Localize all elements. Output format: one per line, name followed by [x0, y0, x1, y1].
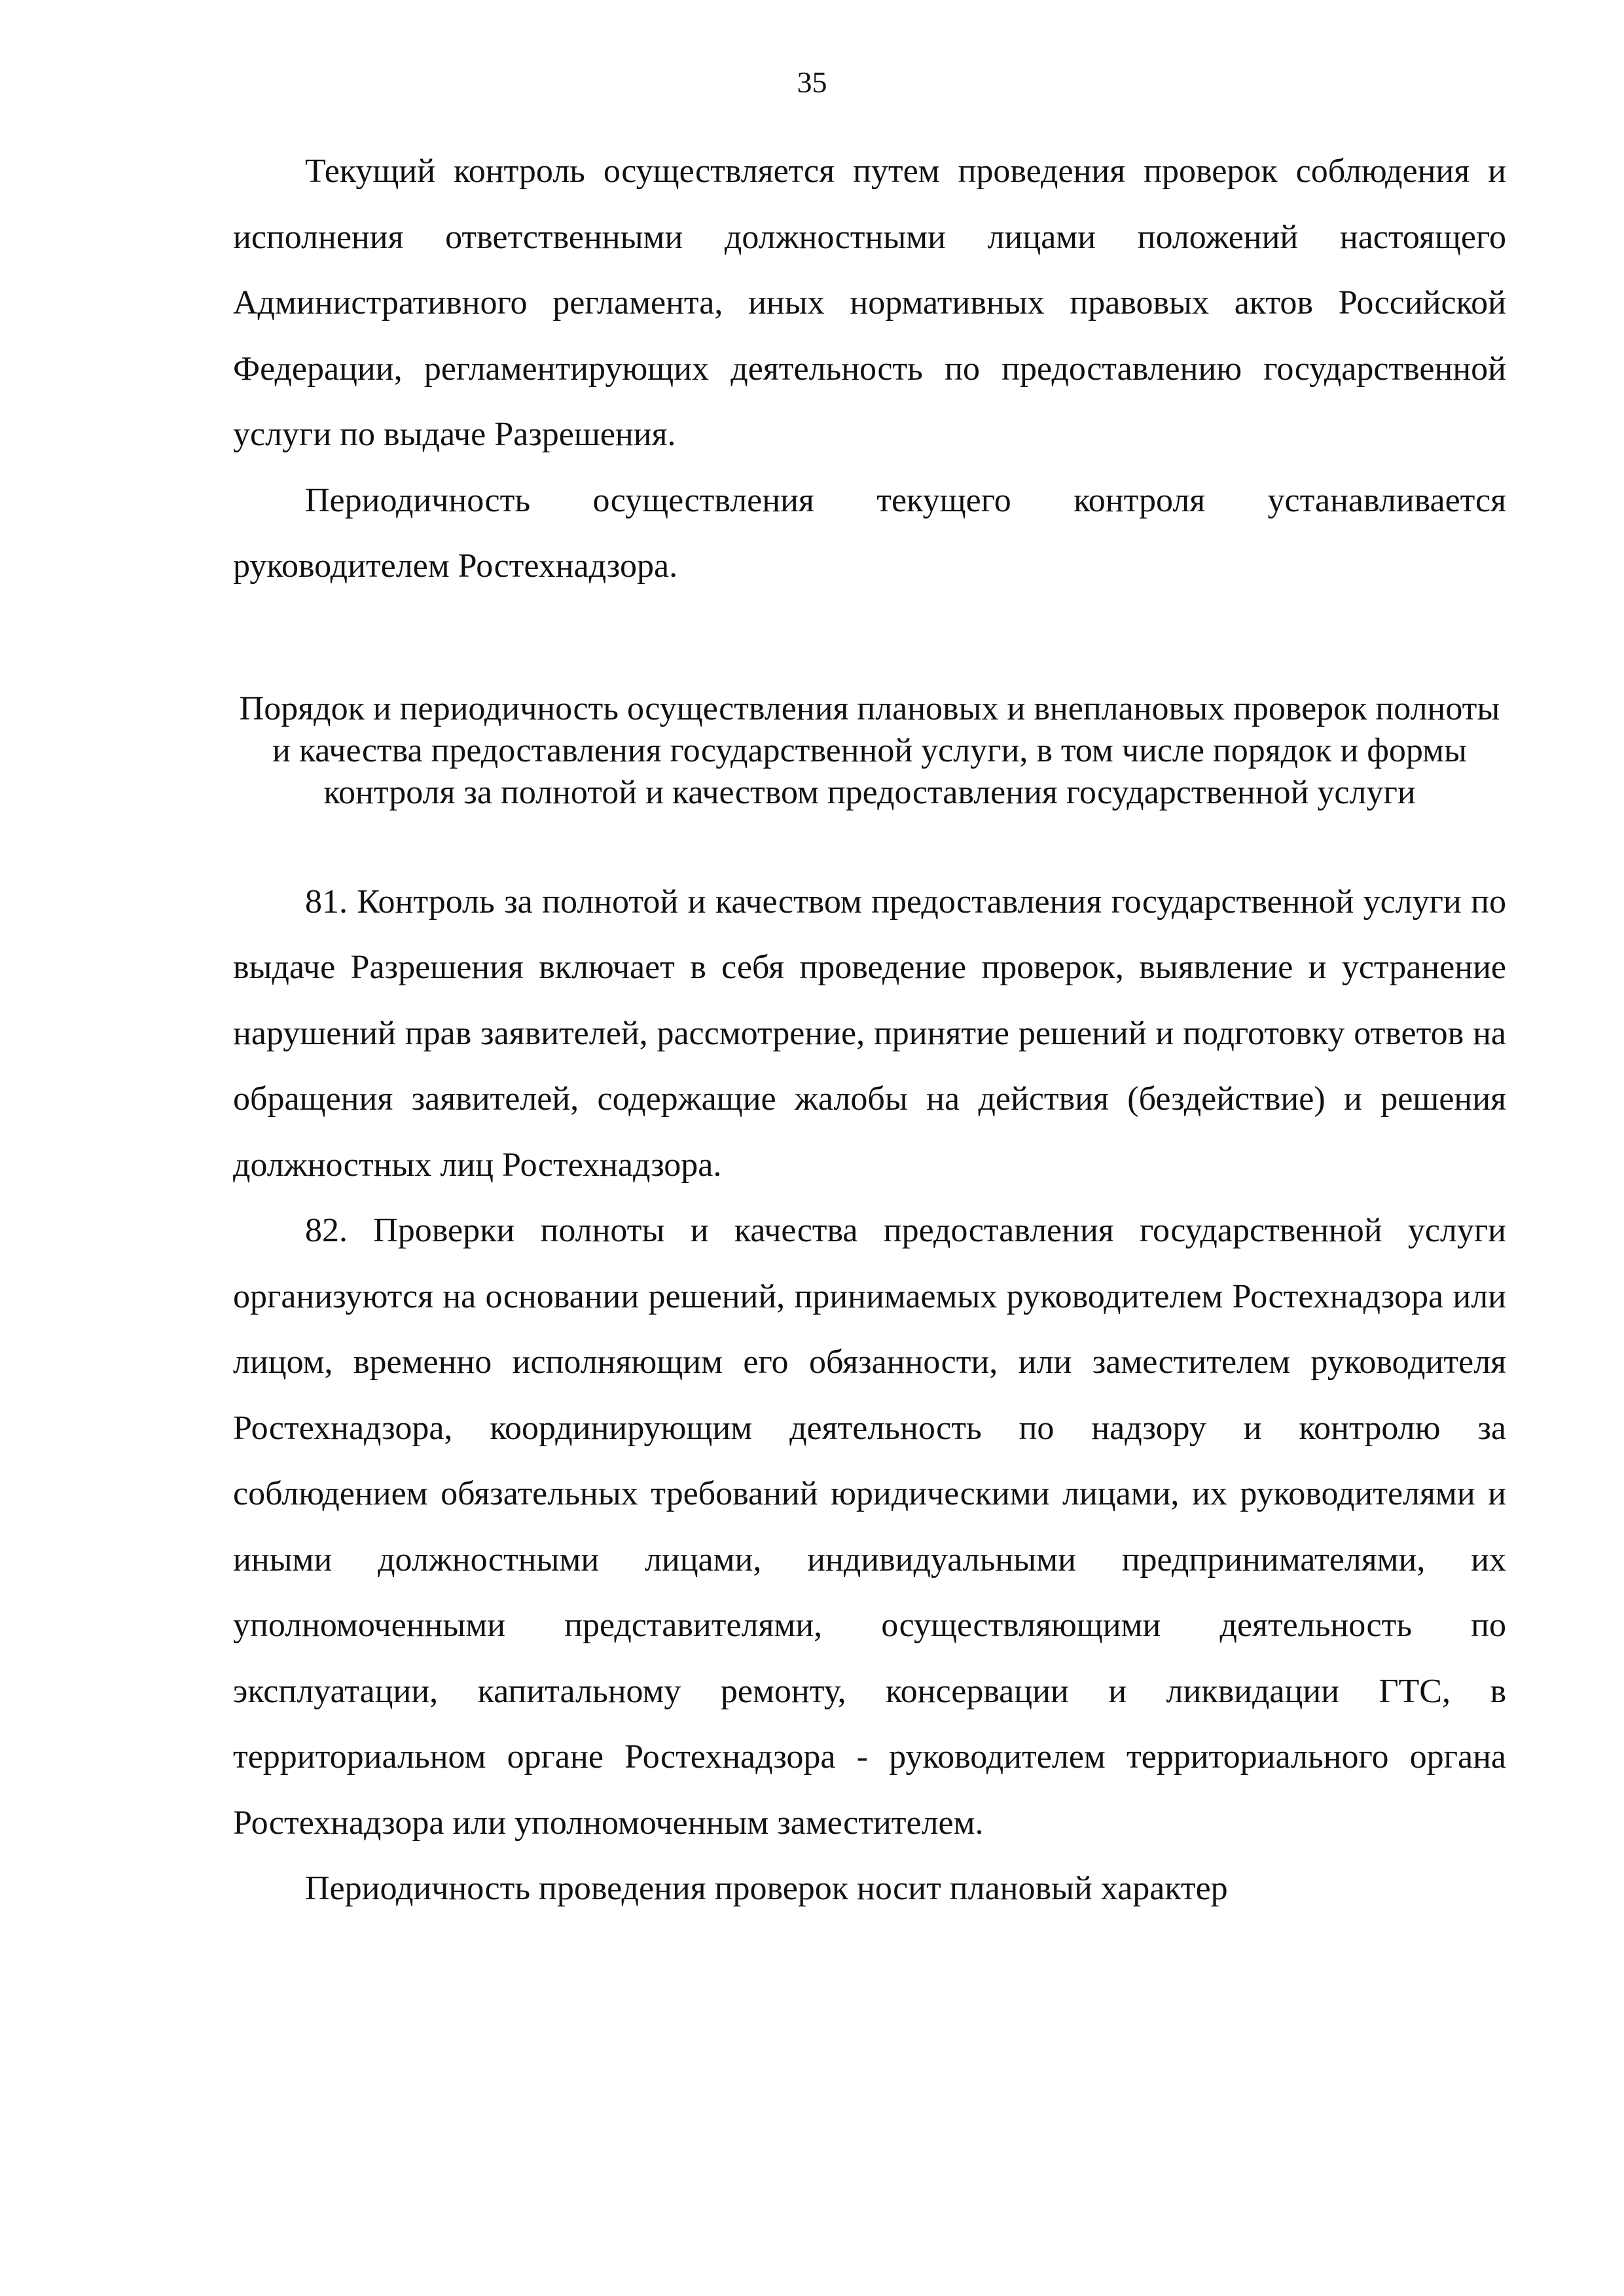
section-heading: Порядок и периодичность осуществления плановых и внеплановых проверок полноты и качества предоставления государственной услуги, в том числе порядок и формы контроля за полнотой и качеством предоставления государственной услуги	[239, 689, 1500, 811]
document-body	[233, 139, 1506, 1922]
paragraph-81: 81. Контроль за полнотой и качеством предоставления государственной услуги по выдаче Разрешения включает в себя проведение проверок, выявление и устранение нарушений прав заявителей, рассмотрение, принятие решений и подготовку ответов на обращения заявителей, содержащие жалобы на действия (бездействие) и решения должностных лиц Ростехнадзора.	[233, 883, 1506, 1184]
paragraph-inspection-periodicity: Периодичность проведения проверок носит плановый характер	[305, 1870, 1228, 1907]
page-number: 35	[797, 65, 827, 99]
paragraph-current-control: Текущий контроль осуществляется путем проведения проверок соблюдения и исполнения ответственными должностными лицами положений настоящего Административного регламента, иных нормативных правовых актов Российской Федерации, регламентирующих деятельность по предоставлению государственной услуги по выдаче Разрешения.	[233, 153, 1506, 453]
paragraph-control-periodicity: Периодичность осуществления текущего контроля устанавливается руководителем Ростехнадзора.	[233, 481, 1506, 585]
paragraph-82: 82. Проверки полноты и качества предоставления государственной услуги организуются на основании решений, принимаемых руководителем Ростехнадзора или лицом, временно исполняющим его обязанности, или заместителем руководителя Ростехнадзора, координирующим деятельность по надзору и контролю за соблюдением обязательных требований юридическими лицами, их руководителями и иными должностными лицами, индивидуальными предпринимателями, их уполномоченными представителями, осуществляющими деятельность по эксплуатации, капитальному ремонту, консервации и ликвидации ГТС, в территориальном органе Ростехнадзора - руководителем территориального органа Ростехнадзора или уполномоченным заместителем.	[233, 1212, 1506, 1842]
